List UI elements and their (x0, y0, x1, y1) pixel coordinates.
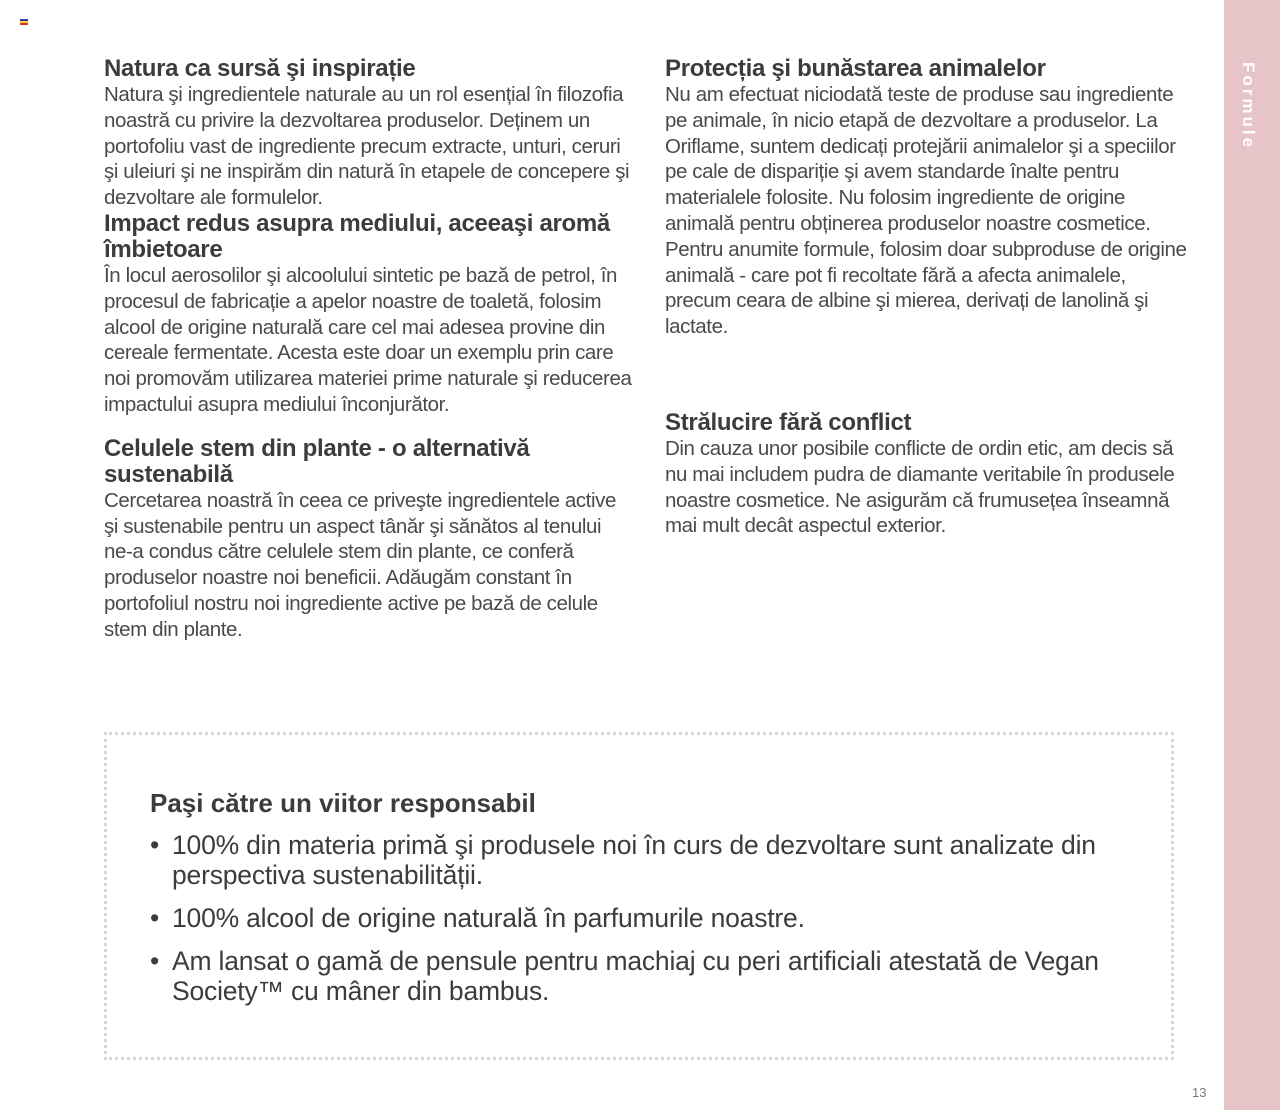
section-text-nature: Natura şi ingredientele naturale au un rol esențial în filozofia noastră cu privire la dezvoltarea produselor. Deținem un portofoliu vast de ingrediente precum extracte, unturi, ceruri şi uleiuri şi ne inspirăm din natură în etapele de concepere şi dezvoltare ale formulelor. (104, 83, 630, 210)
section-title-conflict-free: Strălucire fără conflict (665, 408, 912, 436)
bullet-dot-icon: • (150, 830, 160, 860)
section-title-impact: Impact redus asupra mediului, aceeaşi aromă îmbietoare (104, 209, 610, 263)
section-text-impact: În locul aerosolilor şi alcoolului sintetic pe bază de petrol, în procesul de fabricație a apelor noastre de toaletă, folosim alcool de origine naturală care cel mai adesea provine din cereale fermentate. Acesta este doar un exemplu prin care noi promovăm utilizarea materiei prime naturale şi reducerea impactului asupra mediului înconjurător. (104, 263, 632, 416)
highlight-bullet-list (150, 830, 1110, 1019)
left-column (104, 56, 634, 643)
section-text-animal-protection: Nu am efectuat niciodată teste de produse sau ingrediente pe animale, în nicio etapă de dezvoltare a produselor. La Oriflame, suntem dedicați protejării animalelor şi a speciilor pe cale de dispariție şi avem standarde înalte pentru materialele folosite. Nu folosim ingrediente de origine animală pentru obținerea produselor noastre cosmetice. Pentru anumite formule, folosim doar subproduse de origine animală - care pot fi recoltate fără a afecta animalele, precum ceara de albine şi mierea, derivați de lanolină şi lactate. (665, 83, 1187, 339)
section-title-stem-cells: Celulele stem din plante - o alternativă sustenabilă (104, 434, 530, 488)
side-tab (1224, 0, 1280, 1110)
section-text-conflict-free: Din cauza unor posibile conflicte de ordin etic, am decis să nu mai includem pudra de diamante veritabile în produsele noastre cosmetice. Ne asigurăm că frumusețea înseamnă mai mult decât aspectul exterior. (665, 436, 1175, 538)
bullet-text: Am lansat o gamă de pensule pentru machiaj cu peri artificiali atestată de Vegan Society™ cu mâner din bambus. (172, 946, 1099, 1006)
bullet-dot-icon: • (150, 946, 160, 976)
flag-stripe-red (20, 23, 28, 25)
language-flag-icon[interactable] (20, 19, 28, 25)
bullet-dot-icon: • (150, 903, 160, 933)
list-item (150, 830, 1110, 890)
list-item (150, 903, 1110, 933)
section-title-nature: Natura ca sursă şi inspirație (104, 55, 416, 82)
section-title-animal-protection: Protecția şi bunăstarea animalelor (665, 55, 1046, 82)
list-item (150, 946, 1110, 1006)
side-tab-label: Formule (1239, 62, 1258, 151)
right-column (665, 56, 1195, 539)
bullet-text: 100% din materia primă şi produsele noi în curs de dezvoltare sunt analizate din perspectiva sustenabilității. (172, 830, 1096, 890)
highlight-box-title: Paşi către un viitor responsabil (150, 788, 536, 818)
section-text-stem-cells: Cercetarea noastră în ceea ce priveşte ingredientele active şi sustenabile pentru un aspect tânăr şi sănătos al tenului ne-a condus către celulele stem din plante, ce conferă produselor noastre noi beneficii. Adăugăm constant în portofoliul nostru noi ingrediente active pe bază de celule stem din plante. (104, 488, 616, 641)
bullet-text: 100% alcool de origine naturală în parfumurile noastre. (172, 903, 805, 933)
page-number: 13 (1192, 1085, 1207, 1100)
